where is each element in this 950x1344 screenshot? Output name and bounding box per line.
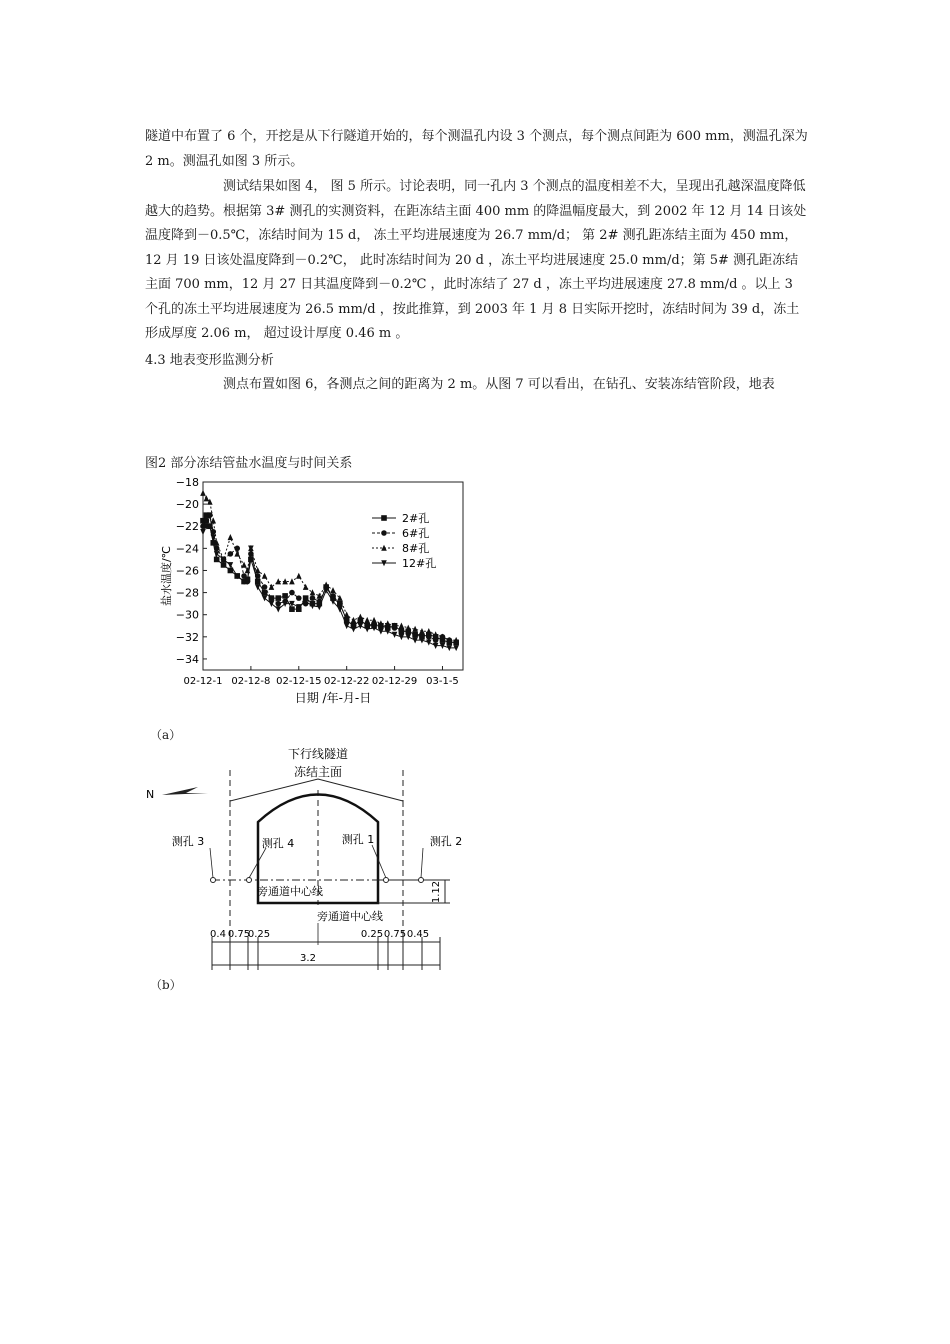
series-1-point-13 bbox=[269, 595, 275, 601]
freeze-face-label: 冻结主面 bbox=[293, 765, 343, 779]
height-label: 1.12 bbox=[431, 880, 442, 904]
legend-label-0: 2#孔 bbox=[402, 512, 430, 525]
series-2-point-18 bbox=[303, 584, 309, 590]
dim-0-25-left: 0.25 bbox=[247, 929, 271, 940]
y-tick-label-1: −20 bbox=[175, 498, 199, 512]
series-2-point-7 bbox=[234, 551, 240, 557]
hole-3-label: 测孔 3 bbox=[171, 835, 205, 848]
x-tick-label-4: 02-12-29 bbox=[371, 676, 418, 687]
figure-caption: 图2 部分冻结管盐水温度与时间关系 bbox=[145, 456, 353, 471]
series-2-point-12 bbox=[262, 573, 268, 579]
dim-0-45: 0.45 bbox=[406, 929, 430, 940]
y-tick-label-8: −34 bbox=[175, 652, 199, 666]
hole-3-marker bbox=[211, 878, 216, 883]
series-1-point-34 bbox=[412, 632, 418, 638]
y-tick-label-0: −18 bbox=[175, 476, 199, 489]
hole-4-marker bbox=[247, 878, 252, 883]
series-2-point-25 bbox=[351, 617, 357, 623]
series-1-point-36 bbox=[426, 634, 432, 640]
series-2-point-13 bbox=[269, 584, 275, 590]
legend-label-3: 12#孔 bbox=[402, 557, 437, 570]
hole-1-marker bbox=[384, 878, 389, 883]
y-tick-label-4: −26 bbox=[175, 564, 199, 578]
series-2-point-22 bbox=[330, 587, 336, 593]
series-0-point-5 bbox=[221, 562, 227, 568]
legend-label-1: 6#孔 bbox=[402, 527, 430, 540]
series-2-point-0 bbox=[200, 490, 206, 496]
series-1-point-32 bbox=[399, 628, 405, 634]
legend-marker-1 bbox=[381, 530, 387, 536]
subfigure-label-b: （b） bbox=[150, 978, 182, 992]
paragraph-1: 隧道中布置了 6 个，开挖是从下行隧道开始的，每个测温孔内设 3 个测点，每个测点间距为 600 mm，测温孔深为 2 m。测温孔如图 3 所示。 bbox=[145, 129, 808, 169]
hole-1-label: 测孔 1 bbox=[341, 833, 375, 846]
series-2-point-6 bbox=[228, 534, 234, 540]
series-0-point-4 bbox=[214, 557, 220, 563]
series-2-point-36 bbox=[426, 628, 432, 634]
hole-4-label: 测孔 4 bbox=[261, 837, 295, 850]
x-tick-label-1: 02-12-8 bbox=[231, 676, 271, 687]
series-0-point-14 bbox=[275, 595, 281, 601]
paragraph-2: 测试结果如图 4， 图 5 所示。讨论表明，同一孔内 3 个测点的温度相差不大，呈现出孔越深温度降低越大的趋势。根据第 3# 测孔的实测资料，在距冻结主面 400 mm 的降温幅度最大，到 2002 年 12 月 14 日该处温度降到－0.5℃，冻结时间为 15 d， 冻土平均进展速度为 26.7 mm/d； 第 2# 测孔距冻结主面为 450 mm，12 月 19 日该处温度降到－0.2℃， 此时冻结时间为 20 d ，冻土平均进展速度 25.0 mm/d；第 5# 测孔距冻结主面 700 mm，12 月 27 日其温度降到－0.2℃ ，此时冻结了 27 d ，冻土平均进展速度 27.8 mm/d 。以上 3 个孔的冻土平均进展速度为 26.5 mm/d ，按此推算，到 2003 年 1 月 8 日实际开挖时，冻结时间为 39 d，冻土形成厚度 2.06 m， 超过设计厚度 0.46 m 。 bbox=[145, 179, 807, 341]
legend-marker-0 bbox=[381, 515, 387, 521]
hole-2-leader bbox=[421, 848, 423, 878]
north-label: N bbox=[146, 788, 155, 801]
subfigure-label-a: （a） bbox=[150, 728, 182, 742]
series-1-point-14 bbox=[275, 601, 281, 607]
series-3-point-25 bbox=[351, 626, 357, 632]
series-3-point-3 bbox=[210, 534, 216, 540]
hole-2-marker bbox=[419, 878, 424, 883]
dim-0-25-right: 0.25 bbox=[360, 929, 384, 940]
series-3-point-0 bbox=[200, 529, 206, 535]
series-2-point-20 bbox=[317, 593, 323, 599]
x-tick-label-3: 02-12-22 bbox=[323, 676, 370, 687]
x-tick-label-5: 03-1-5 bbox=[426, 676, 459, 687]
series-3-point-36 bbox=[426, 640, 432, 646]
x-axis-label: 日期 /年-月-日 bbox=[294, 691, 372, 705]
y-tick-label-5: −28 bbox=[175, 586, 199, 600]
brine-temperature-chart bbox=[150, 470, 480, 720]
series-1-point-37 bbox=[433, 637, 439, 643]
section-heading: 4.3 地表变形监测分析 bbox=[145, 353, 274, 368]
series-1-point-19 bbox=[310, 595, 316, 601]
series-0-point-15 bbox=[282, 593, 288, 599]
paragraph-3: 测点布置如图 6，各测点之间的距离为 2 m。从图 7 可以看出，在钻孔、安装冻结管阶段，地表 bbox=[223, 377, 775, 392]
centerline-label-inner: 旁通道中心线 bbox=[257, 885, 323, 898]
freeze-face-bracket bbox=[230, 779, 403, 807]
series-2-point-27 bbox=[364, 617, 370, 623]
series-2-point-1 bbox=[204, 495, 210, 501]
legend-label-2: 8#孔 bbox=[402, 542, 430, 555]
series-3-point-4 bbox=[214, 551, 220, 557]
series-2-point-32 bbox=[399, 622, 405, 628]
hole-3-leader bbox=[210, 848, 213, 878]
series-2-point-17 bbox=[296, 573, 302, 579]
tunnel-title: 下行线隧道 bbox=[287, 747, 349, 761]
north-arrow-icon bbox=[162, 787, 208, 795]
y-axis-label: 盐水温度/℃ bbox=[160, 545, 173, 607]
series-3-point-27 bbox=[364, 626, 370, 632]
dim-0-75-left: 0.75 bbox=[227, 929, 251, 940]
x-tick-label-0: 02-12-1 bbox=[183, 676, 223, 687]
series-3-point-13 bbox=[269, 601, 275, 607]
x-tick-label-2: 02-12-15 bbox=[276, 676, 322, 687]
series-3-point-26 bbox=[358, 623, 364, 629]
series-3-point-14 bbox=[275, 606, 281, 612]
series-0-point-16 bbox=[289, 606, 295, 612]
y-tick-label-3: −24 bbox=[175, 542, 199, 556]
series-1-point-12 bbox=[262, 584, 268, 590]
y-tick-label-2: −22 bbox=[175, 520, 199, 534]
y-tick-label-7: −32 bbox=[175, 630, 199, 644]
dim-0-75-right: 0.75 bbox=[383, 929, 407, 940]
series-1-point-16 bbox=[289, 590, 295, 596]
series-3-point-20 bbox=[317, 604, 323, 610]
dim-0-4: 0.4 bbox=[210, 929, 226, 940]
series-3-point-12 bbox=[262, 595, 268, 601]
measuring-hole-diagram bbox=[140, 745, 470, 980]
series-2-point-19 bbox=[310, 589, 316, 595]
centerline-label-below: 旁通道中心线 bbox=[317, 910, 383, 923]
series-2-point-28 bbox=[371, 617, 377, 623]
series-3-point-24 bbox=[344, 623, 350, 629]
hole-2-label: 测孔 2 bbox=[429, 835, 463, 848]
series-1-point-6 bbox=[228, 551, 234, 557]
series-1-point-17 bbox=[296, 595, 302, 601]
y-tick-label-6: −30 bbox=[175, 608, 199, 622]
series-2-point-26 bbox=[358, 614, 364, 620]
series-2-point-16 bbox=[289, 578, 295, 584]
series-1-point-8 bbox=[241, 573, 247, 579]
dim-total: 3.2 bbox=[300, 953, 316, 964]
